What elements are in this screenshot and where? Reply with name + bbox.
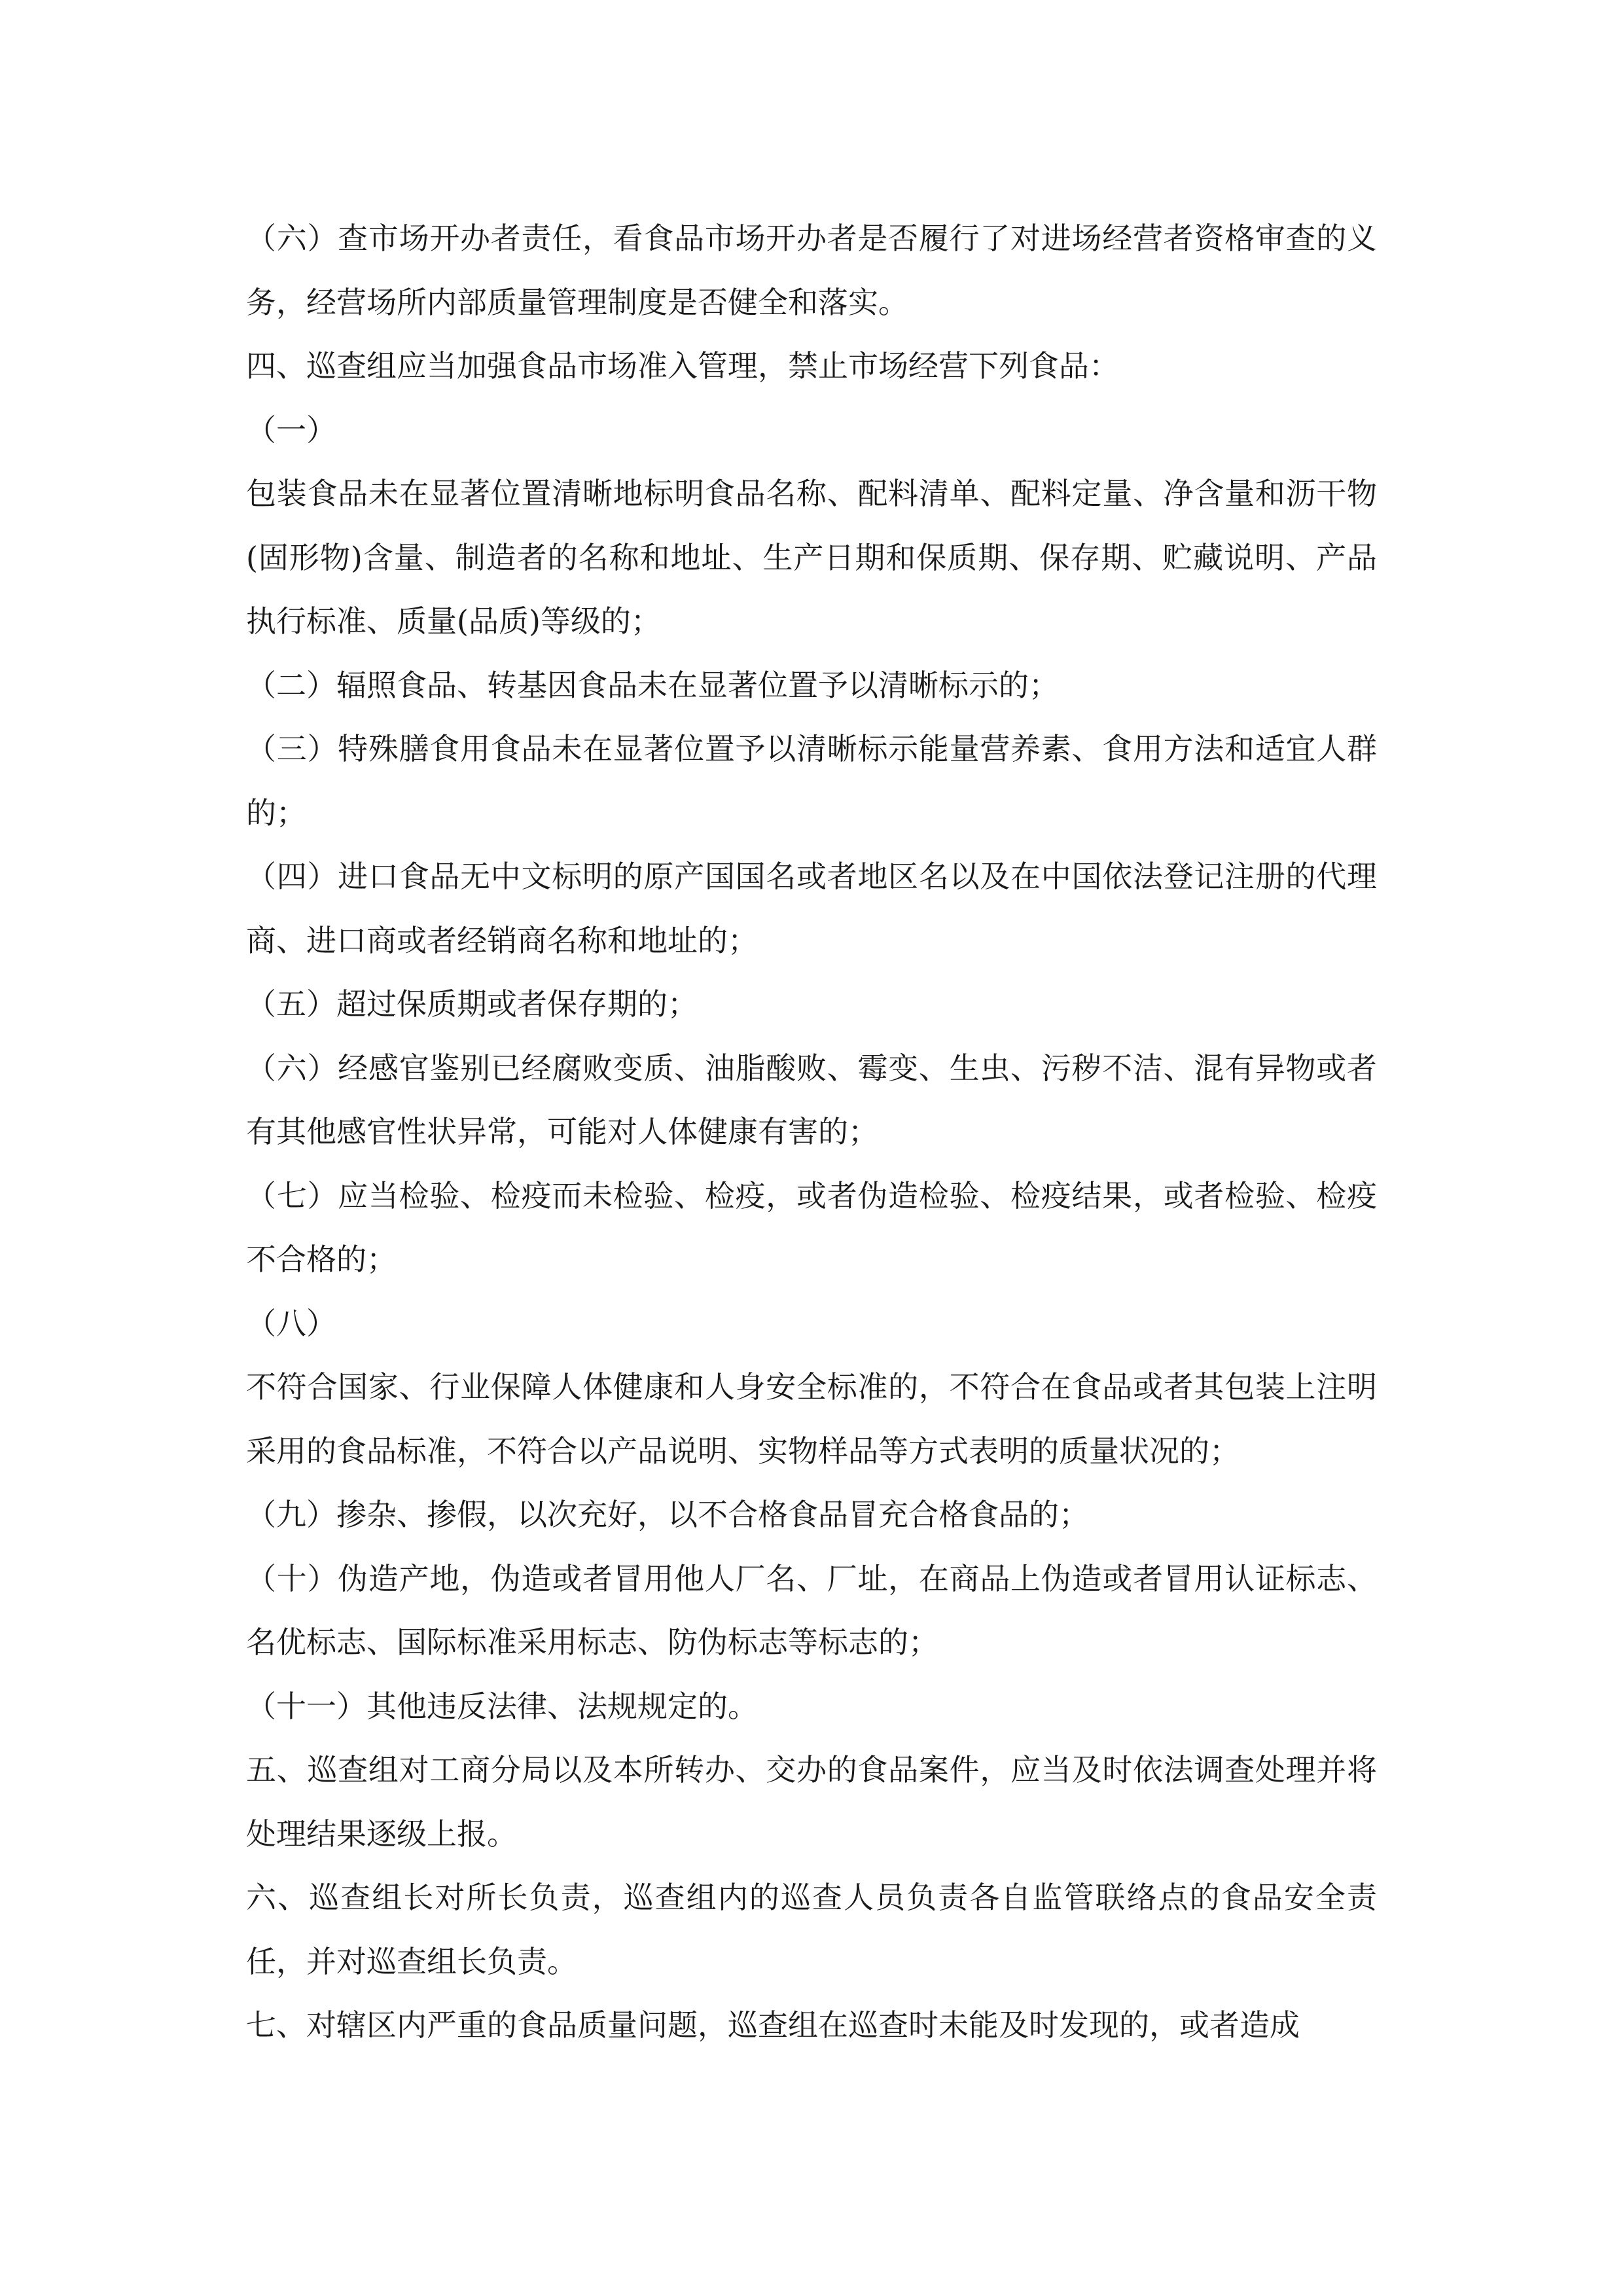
item-1-label: （一） xyxy=(246,412,336,448)
document-body xyxy=(246,207,1377,2058)
paragraph-section-6: 六、巡查组长对所长负责，巡查组内的巡查人员负责各自监管联络点的食品安全责任，并对巡查组长负责。 xyxy=(246,1880,1377,1979)
item-2: （二）辐照食品、转基因食品未在显著位置予以清晰标示的； xyxy=(246,667,1059,703)
item-7: （七）应当检验、检疫而未检验、检疫，或者伪造检验、检疫结果，或者检验、检疫不合格的； xyxy=(246,1177,1377,1277)
item-10: （十）伪造产地，伪造或者冒用他人厂名、厂址，在商品上伪造或者冒用认证标志、名优标志、国际标准采用标志、防伪标志等标志的； xyxy=(246,1560,1377,1660)
paragraph-section-5: 五、巡查组对工商分局以及本所转办、交办的食品案件，应当及时依法调查处理并将处理结果逐级上报。 xyxy=(246,1752,1377,1852)
paragraph-section-7: 七、对辖区内严重的食品质量问题，巡查组在巡查时未能及时发现的，或者造成 xyxy=(246,2007,1300,2043)
item-8-text: 不符合国家、行业保障人体健康和人身安全标准的，不符合在食品或者其包装上注明采用的食品标准，不符合以产品说明、实物样品等方式表明的质量状况的； xyxy=(246,1369,1377,1469)
item-4: （四）进口食品无中文标明的原产国国名或者地区名以及在中国依法登记注册的代理商、进口商或者经销商名称和地址的； xyxy=(246,859,1377,958)
item-1-text: 包装食品未在显著位置清晰地标明食品名称、配料清单、配料定量、净含量和沥干物(固形物)含量、制造者的名称和地址、生产日期和保质期、保存期、贮藏说明、产品执行标准、质量(品质)等级的； xyxy=(246,476,1377,639)
paragraph-6-market-operator: （六）查市场开办者责任，看食品市场开办者是否履行了对进场经营者资格审查的义务，经营场所内部质量管理制度是否健全和落实。 xyxy=(246,221,1377,320)
item-11: （十一）其他违反法律、法规规定的。 xyxy=(246,1688,758,1724)
item-6: （六）经感官鉴别已经腐败变质、油脂酸败、霉变、生虫、污秽不洁、混有异物或者有其他感官性状异常，可能对人体健康有害的； xyxy=(246,1050,1377,1149)
item-5: （五）超过保质期或者保存期的； xyxy=(246,986,698,1022)
item-9: （九）掺杂、掺假，以次充好，以不合格食品冒充合格食品的； xyxy=(246,1497,1089,1532)
item-8-label: （八） xyxy=(246,1305,336,1341)
item-3: （三）特殊膳食用食品未在显著位置予以清晰标示能量营养素、食用方法和适宜人群的； xyxy=(246,731,1377,831)
paragraph-section-4: 四、巡查组应当加强食品市场准入管理，禁止市场经营下列食品： xyxy=(246,348,1119,384)
